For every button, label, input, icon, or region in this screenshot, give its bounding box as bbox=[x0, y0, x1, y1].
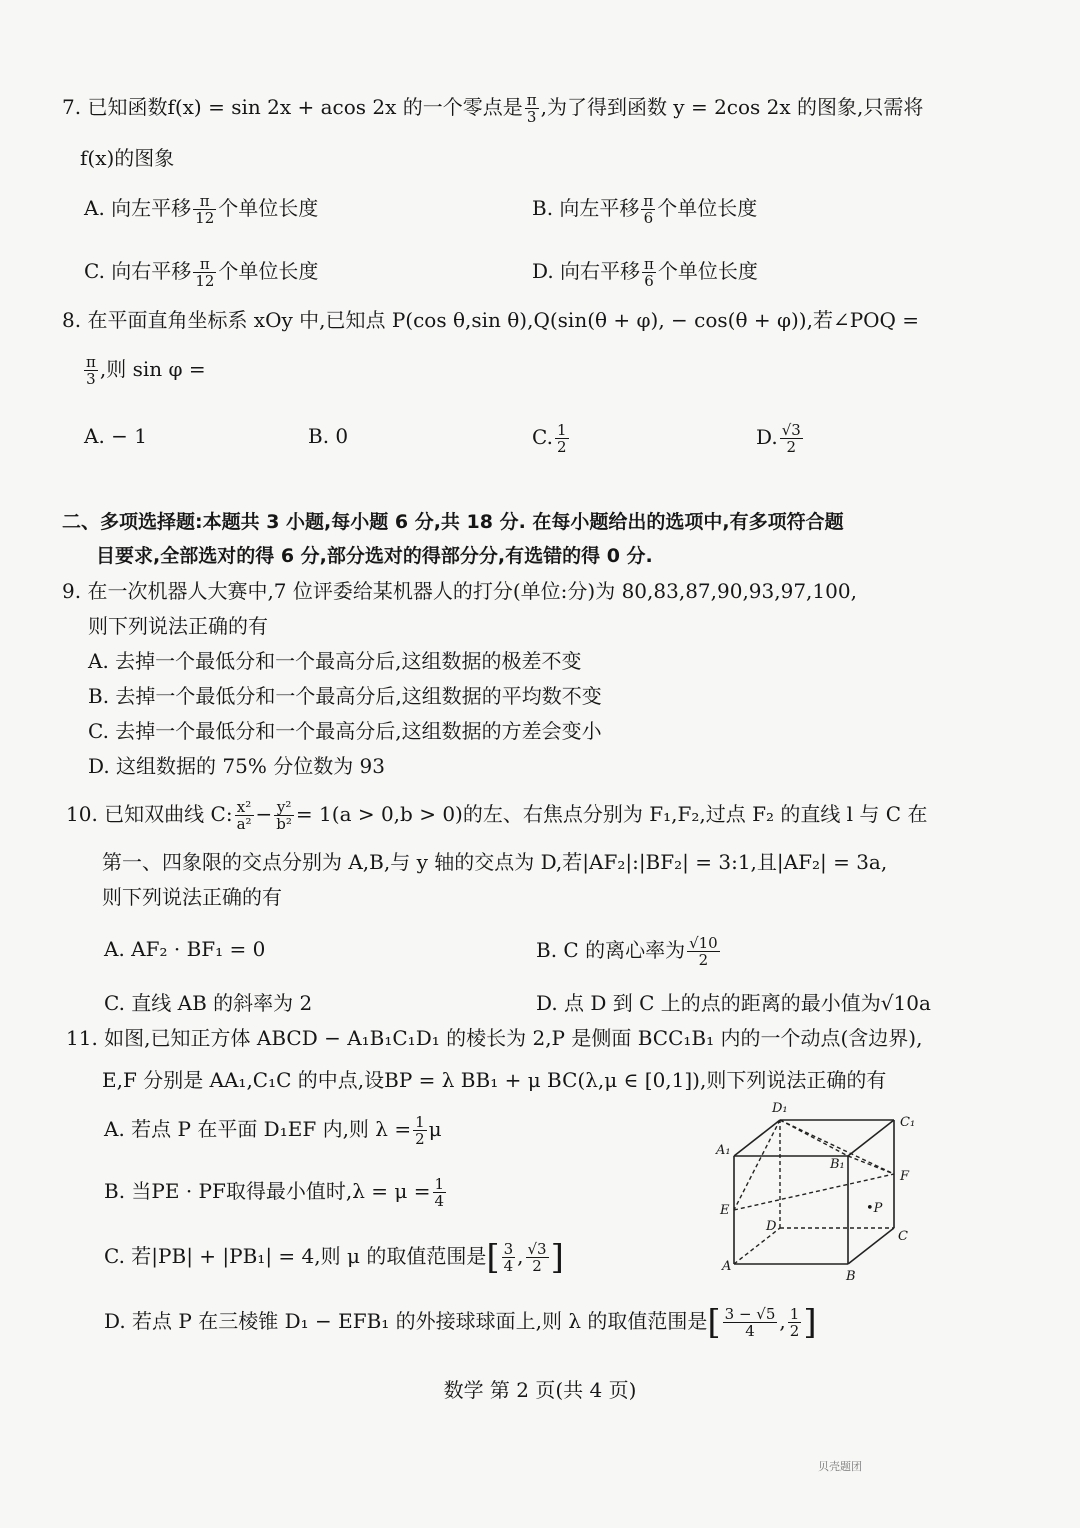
q9-option-d: D. 这组数据的 75% 分位数为 93 bbox=[88, 754, 386, 778]
q10-stem-line2: 第一、四象限的交点分别为 A,B,与 y 轴的交点为 D,若|AF₂|:|BF₂| = 3:1,且|AF₂| = 3a, bbox=[102, 850, 888, 874]
q8-stem-line1: 8. 在平面直角坐标系 xOy 中,已知点 P(cos θ,sin θ),Q(sin(θ + φ), − cos(θ + φ)),若∠POQ = bbox=[62, 308, 920, 332]
edge-b-c bbox=[848, 1228, 894, 1264]
q10-option-b: B. C 的离心率为 $\frac{√10}{2}$ bbox=[536, 934, 718, 969]
q11-fraction-a: $\frac{1}{2}$ bbox=[415, 1113, 425, 1148]
q11-option-b: B. 当PE · PF取得最小值时,λ = μ = $\frac{1}{4}$ bbox=[104, 1175, 445, 1210]
section2-heading-line1: 二、多项选择题:本题共 3 小题,每小题 6 分,共 18 分. 在每小题给出的选项中,有多项符合题 bbox=[62, 511, 844, 533]
q11-option-a: A. 若点 P 在平面 D₁EF 内,则 λ = $\frac{1}{2}$ μ bbox=[104, 1113, 442, 1148]
q10-fraction-x2a2: $\frac{\text{x²}}{\text{a²}}$ bbox=[236, 798, 252, 833]
q7-stem-line1 bbox=[62, 92, 923, 125]
q7-option-c: C. 向右平移 $\frac{\pi}{12}$ 个单位长度 bbox=[84, 255, 319, 290]
segment-d1-b1 bbox=[780, 1120, 848, 1156]
q11-fraction-c1: $\frac{3}{4}$ bbox=[503, 1240, 514, 1275]
label-p: •P bbox=[866, 1201, 883, 1216]
q7-fraction-a: $\frac{\pi}{12}$ bbox=[195, 192, 215, 227]
page-footer: 数学 第 2 页(共 4 页) bbox=[443, 1378, 637, 1402]
q10-fraction-y2b2: $\frac{\text{y²}}{\text{b²}}$ bbox=[276, 798, 292, 833]
q10-stem-line1: 10. 已知双曲线 C: $\frac{\text{x²}}{\text{a²}}$ − $\frac{\text{y²}}{\text{b²}}$ = 1(a > 0,b > 0)的左、右焦点分别为 F₁,F₂,过点 F₂ 的直线 l 与 C 在 bbox=[66, 798, 928, 833]
q7-option-b: B. 向左平移 $\frac{\pi}{6}$ 个单位长度 bbox=[532, 192, 758, 227]
q10-stem-line3: 则下列说法正确的有 bbox=[102, 885, 282, 909]
q11-stem-line2: E,F 分别是 AA₁,C₁C 的中点,设BP = λ BB₁ + μ BC(λ,μ ∈ [0,1]),则下列说法正确的有 bbox=[102, 1068, 887, 1092]
q11-fraction-b: $\frac{1}{4}$ bbox=[434, 1175, 445, 1210]
q11-stem-line1: 11. 如图,已知正方体 ABCD − A₁B₁C₁D₁ 的棱长为 2,P 是侧面 BCC₁B₁ 内的一个动点(含边界), bbox=[66, 1026, 923, 1050]
q10-fraction-b: $\frac{√10}{2}$ bbox=[689, 934, 718, 969]
q8-option-a: A. − 1 bbox=[84, 424, 147, 448]
q8-fraction-c: $\frac{1}{2}$ bbox=[556, 421, 567, 456]
q7-stem-text-2: ,为了得到函数 y = 2cos 2x 的图象,只需将 bbox=[540, 95, 924, 119]
label-e: E bbox=[720, 1203, 730, 1218]
label-b: B bbox=[846, 1269, 856, 1284]
label-f: F bbox=[900, 1169, 910, 1184]
label-d1: D₁ bbox=[772, 1101, 788, 1116]
q9-option-a: A. 去掉一个最低分和一个最高分后,这组数据的极差不变 bbox=[88, 649, 582, 673]
q8-option-c: C. $\frac{1}{2}$ bbox=[532, 421, 567, 456]
q7-fraction-d: $\frac{\pi}{6}$ bbox=[644, 255, 654, 290]
q9-stem-line2: 则下列说法正确的有 bbox=[88, 614, 268, 638]
cube-figure bbox=[700, 1098, 930, 1288]
q8-fraction-d: $\frac{√3}{2}$ bbox=[781, 421, 801, 456]
q8-option-d: D. $\frac{√3}{2}$ bbox=[756, 421, 801, 456]
q11-option-c: C. 若|PB| + |PB₁| = 4,则 μ 的取值范围是[ $\frac{3}{4}$ , $\frac{√3}{2}$ ] bbox=[104, 1237, 564, 1278]
label-b1: B₁ bbox=[830, 1157, 845, 1172]
q7-stem-text: 7. 已知函数f(x) = sin 2x + acos 2x 的一个零点是 bbox=[62, 95, 523, 119]
q9-option-b: B. 去掉一个最低分和一个最高分后,这组数据的平均数不变 bbox=[88, 684, 602, 708]
label-c1: C₁ bbox=[900, 1115, 916, 1130]
label-a1: A₁ bbox=[716, 1143, 731, 1158]
section2-heading-line2: 目要求,全部选对的得 6 分,部分选对的得部分分,有选错的得 0 分. bbox=[96, 545, 653, 567]
segment-b1-f bbox=[848, 1156, 894, 1174]
edge-b1-c1 bbox=[848, 1120, 894, 1156]
q8-fraction-pi-3: $\frac{\pi}{3}$ bbox=[86, 353, 96, 388]
q7-fraction-pi-3: $\frac{\pi}{3}$ bbox=[526, 91, 537, 126]
q9-option-c: C. 去掉一个最低分和一个最高分后,这组数据的方差会变小 bbox=[88, 719, 602, 743]
q11-fraction-c2: $\frac{√3}{2}$ bbox=[527, 1240, 547, 1275]
q7-option-a: A. 向左平移 $\frac{\pi}{12}$ 个单位长度 bbox=[84, 192, 319, 227]
q10-option-c: C. 直线 AB 的斜率为 2 bbox=[104, 991, 313, 1015]
q8-stem-line2: $\frac{\pi}{3}$ ,则 sin φ = bbox=[86, 353, 206, 388]
q11-option-d: D. 若点 P 在三棱锥 D₁ − EFB₁ 的外接球球面上,则 λ 的取值范围是[ $\frac{3 - √5}{4}$ , $\frac{1}{2}$ ] bbox=[104, 1302, 817, 1343]
edge-a1-d1 bbox=[734, 1120, 780, 1156]
label-a: A bbox=[722, 1259, 732, 1274]
label-c: C bbox=[898, 1229, 908, 1244]
segment-d1-e bbox=[734, 1120, 780, 1210]
q11-fraction-d1: $\frac{3 - √5}{4}$ bbox=[724, 1305, 776, 1340]
q7-fraction-b: $\frac{\pi}{6}$ bbox=[643, 192, 654, 227]
label-d: D bbox=[766, 1219, 777, 1234]
watermark-badge: 贝壳题团 bbox=[818, 1460, 862, 1473]
q9-stem-line1: 9. 在一次机器人大赛中,7 位评委给某机器人的打分(单位:分)为 80,83,87,90,93,97,100, bbox=[62, 579, 857, 603]
q10-option-a: A. AF₂ · BF₁ = 0 bbox=[104, 937, 266, 961]
q7-stem-line2: f(x)的图象 bbox=[80, 146, 175, 170]
q7-option-d: D. 向右平移 $\frac{\pi}{6}$ 个单位长度 bbox=[532, 255, 758, 290]
q7-fraction-c: $\frac{\pi}{12}$ bbox=[195, 255, 215, 290]
q11-fraction-d2: $\frac{1}{2}$ bbox=[789, 1305, 800, 1340]
q10-option-d: D. 点 D 到 C 上的点的距离的最小值为√10a bbox=[536, 991, 931, 1015]
q8-option-b: B. 0 bbox=[308, 424, 349, 448]
